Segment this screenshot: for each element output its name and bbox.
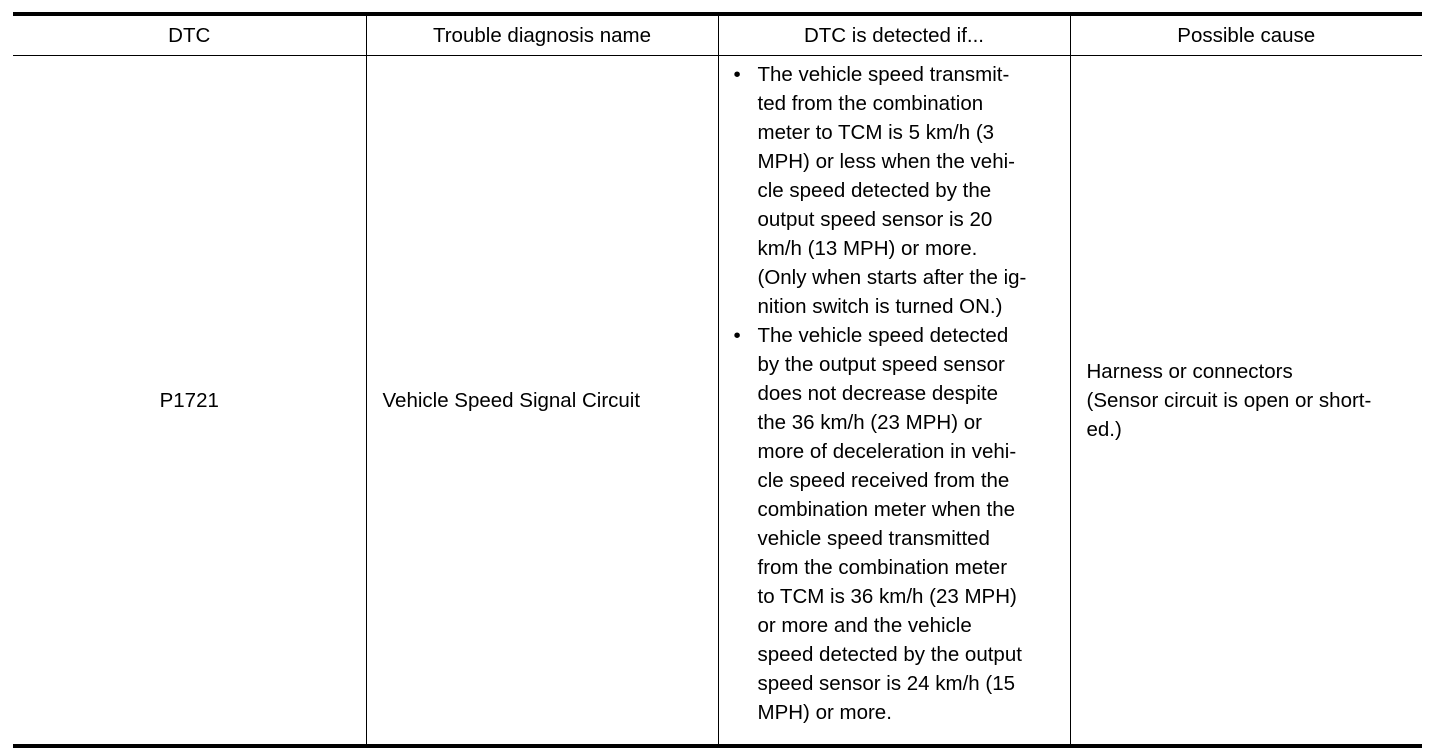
condition-line: nition switch is turned ON.): [757, 295, 1003, 318]
detection-conditions: [718, 56, 1070, 747]
condition-line: meter to TCM is 5 km/h (3: [757, 121, 995, 144]
dtc-code: P1721: [13, 56, 366, 747]
cause-line: ed.): [1086, 417, 1122, 441]
condition-line: by the output speed sensor: [757, 353, 1005, 376]
trouble-diagnosis-name: Vehicle Speed Signal Circuit: [366, 56, 718, 747]
condition-line: (Only when starts after the ig-: [757, 266, 1027, 289]
condition-line: output speed sensor is 20: [757, 208, 993, 231]
table-row: [13, 56, 1422, 747]
condition-list: [731, 60, 1062, 727]
header-dtc: DTC: [13, 14, 366, 56]
condition-line: MPH) or less when the vehi-: [757, 150, 1015, 173]
condition-line: or more and the vehicle: [757, 614, 972, 637]
bullet-icon: •: [733, 324, 741, 347]
condition-line: speed detected by the output: [757, 643, 1022, 666]
table-header-row: [13, 14, 1422, 56]
condition-line: The vehicle speed detected: [757, 324, 1009, 347]
condition-line: ted from the combination: [757, 92, 984, 115]
cause-line: Harness or connectors: [1086, 359, 1293, 383]
condition-line: km/h (13 MPH) or more.: [757, 237, 978, 260]
condition-item-2: [731, 321, 1062, 727]
condition-line: combination meter when the: [757, 498, 1016, 521]
condition-line: to TCM is 36 km/h (23 MPH): [757, 585, 1017, 608]
header-dtc-detected-if: DTC is detected if...: [718, 14, 1070, 56]
condition-line: does not decrease despite: [757, 382, 998, 405]
condition-line: The vehicle speed transmit-: [757, 63, 1010, 86]
condition-line: cle speed received from the: [757, 469, 1010, 492]
condition-line: cle speed detected by the: [757, 179, 992, 202]
dtc-table: [13, 12, 1422, 748]
condition-line: speed sensor is 24 km/h (15: [757, 672, 1016, 695]
condition-line: the 36 km/h (23 MPH) or: [757, 411, 982, 434]
condition-item-1: [731, 60, 1062, 321]
condition-line: more of deceleration in vehi-: [757, 440, 1017, 463]
possible-cause: [1070, 56, 1422, 747]
header-possible-cause: Possible cause: [1070, 14, 1422, 56]
cause-line: (Sensor circuit is open or short-: [1086, 388, 1372, 412]
bullet-icon: •: [733, 63, 741, 86]
condition-line: from the combination meter: [757, 556, 1008, 579]
condition-line: MPH) or more.: [757, 701, 892, 724]
condition-line: vehicle speed transmitted: [757, 527, 990, 550]
header-trouble-diagnosis-name: Trouble diagnosis name: [366, 14, 718, 56]
